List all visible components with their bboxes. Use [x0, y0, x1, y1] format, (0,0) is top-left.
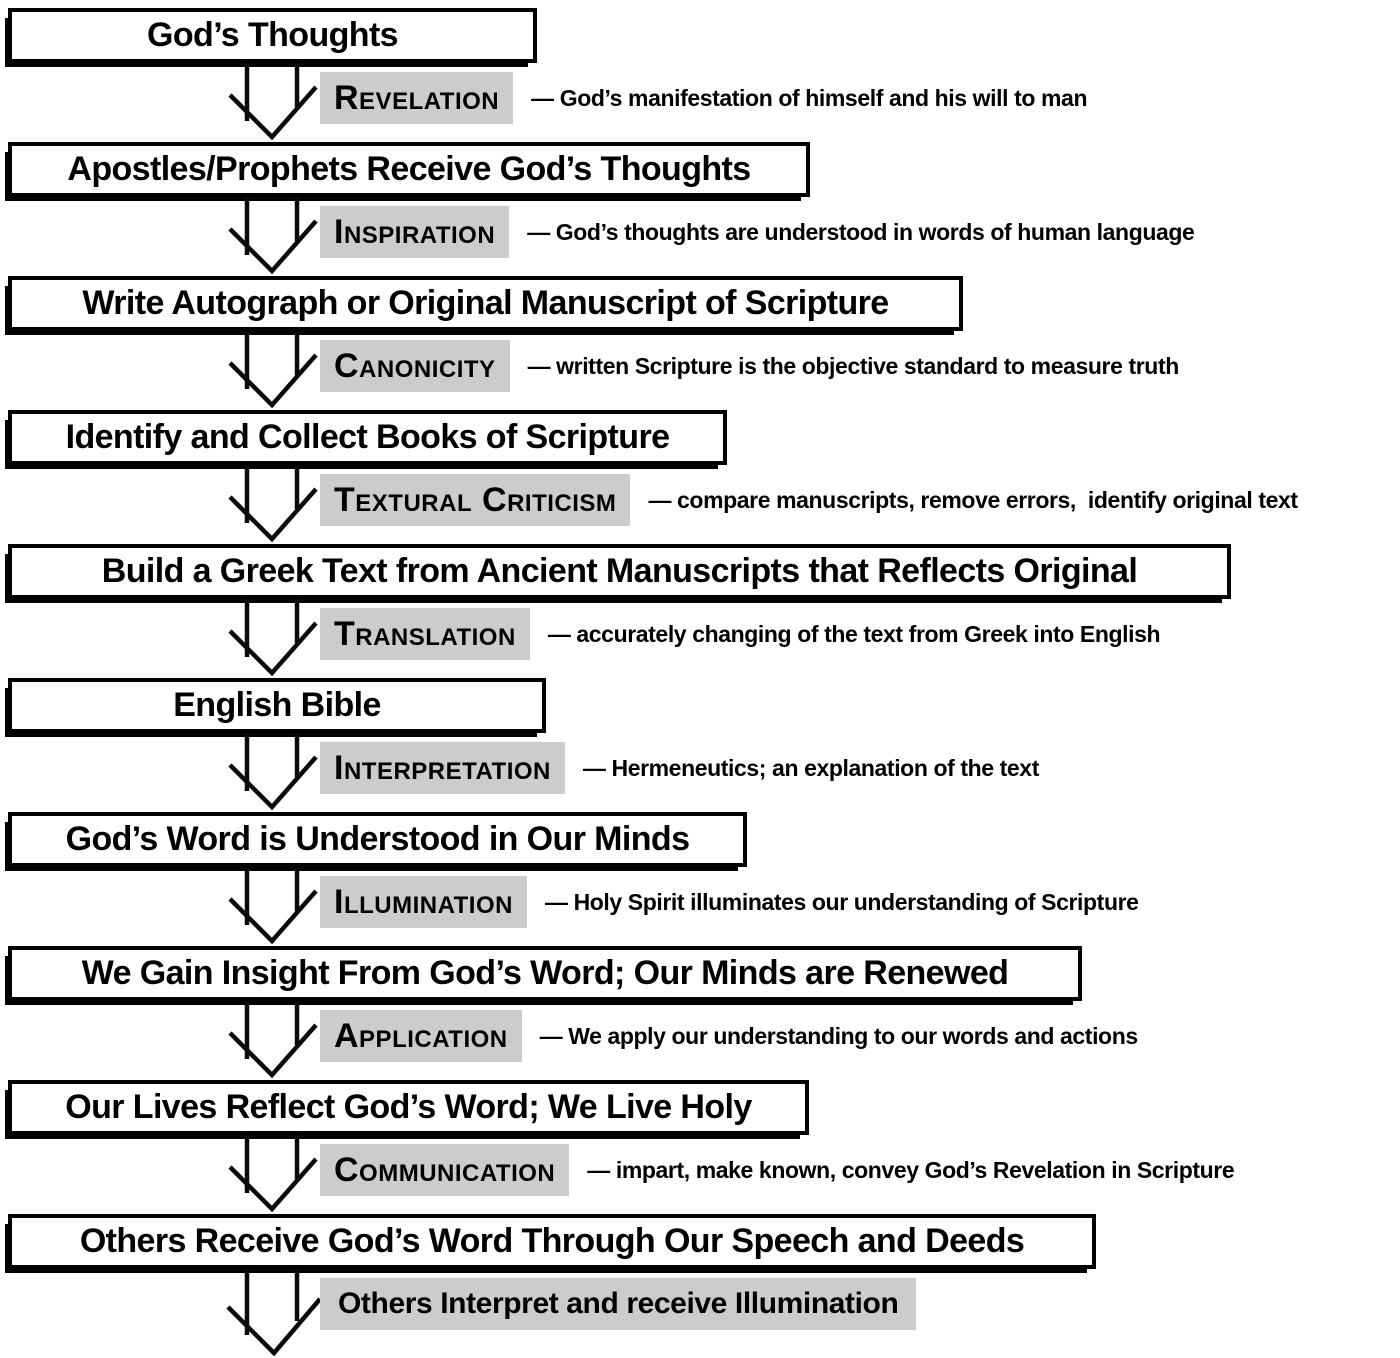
flow-box-word-understood: God’s Word is Understood in Our Minds: [8, 812, 747, 867]
term-communication: Communication: [320, 1144, 569, 1196]
term-description: — compare manuscripts, remove errors, identify original text: [648, 486, 1298, 513]
arrow-row-textural-criticism: [0, 465, 1400, 544]
flow-box-apostles-prophets: Apostles/Prophets Receive God’s Thoughts: [8, 142, 810, 197]
flow-box-gods-thoughts: God’s Thoughts: [8, 8, 537, 63]
term-interpretation: Interpretation: [320, 742, 565, 794]
term-description: — written Scripture is the objective standard to measure truth: [527, 352, 1179, 379]
term-description: — accurately changing of the text from Greek into English: [547, 620, 1161, 647]
flow-box-lives-reflect: Our Lives Reflect God’s Word; We Live Holy: [8, 1080, 809, 1135]
term-description: — We apply our understanding to our words and actions: [539, 1022, 1138, 1049]
flow-box-english-bible: English Bible: [8, 678, 546, 733]
arrow-row-illumination: [0, 867, 1400, 946]
term-description: — God’s thoughts are understood in words of human language: [527, 218, 1195, 245]
term-translation: Translation: [320, 608, 530, 660]
flow-box-write-autograph: Write Autograph or Original Manuscript of Scripture: [8, 276, 963, 331]
term-inspiration: Inspiration: [320, 206, 509, 258]
term-description: — God’s manifestation of himself and his will to man: [531, 84, 1088, 111]
arrow-row-canonicity: [0, 331, 1400, 410]
term-row: [320, 206, 1194, 258]
flow-box-others-receive: Others Receive God’s Word Through Our Speech and Deeds: [8, 1214, 1096, 1269]
term-description: — Holy Spirit illuminates our understanding of Scripture: [544, 888, 1139, 915]
flow-box-identify-collect: Identify and Collect Books of Scripture: [8, 410, 727, 465]
arrow-row-inspiration: [0, 197, 1400, 276]
arrow-row-communication: [0, 1135, 1400, 1214]
term-illumination: Illumination: [320, 876, 527, 928]
term-application: Application: [320, 1010, 522, 1062]
arrow-row-revelation: [0, 63, 1400, 142]
arrow-row-interpretation: [0, 733, 1400, 812]
arrow-row-translation: [0, 599, 1400, 678]
term-others-interpret: Others Interpret and receive Illumination: [320, 1278, 916, 1330]
term-description: — Hermeneutics; an explanation of the text: [582, 754, 1039, 781]
flow-box-gain-insight: We Gain Insight From God’s Word; Our Minds are Renewed: [8, 946, 1082, 1001]
term-row: [320, 742, 1039, 794]
term-row: [320, 1278, 934, 1330]
term-row: [320, 608, 1160, 660]
term-revelation: Revelation: [320, 72, 513, 124]
term-row: [320, 876, 1139, 928]
flow-box-build-greek-text: Build a Greek Text from Ancient Manuscripts that Reflects Original: [8, 544, 1231, 599]
term-textural-criticism: Textural Criticism: [320, 474, 630, 526]
term-description: — impart, make known, convey God’s Revelation in Scripture: [587, 1156, 1235, 1183]
term-row: [320, 1144, 1234, 1196]
arrow-row-application: [0, 1001, 1400, 1080]
arrow-row-others-interpret: [0, 1269, 1400, 1358]
term-row: [320, 340, 1179, 392]
term-canonicity: Canonicity: [320, 340, 510, 392]
term-row: [320, 1010, 1138, 1062]
term-row: [320, 474, 1298, 526]
term-row: [320, 72, 1087, 124]
